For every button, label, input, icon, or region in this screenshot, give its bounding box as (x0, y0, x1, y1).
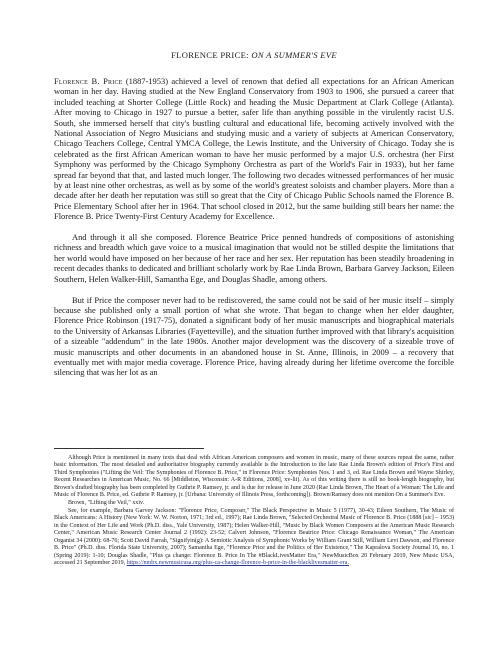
footnote-1: Although Price is mentioned in many texts that deal with African American composers and women in music, many of these sources repeat the same, rather basic information. The most detailed and authoritative biography currently available is the Introduction to the late Rae Linda Brown's edition of Price's First and Third Symphonies ("Lifting the Veil: The Symphonies of Florence B. Price," in Florence Price: Symphonies Nos. 1 and 3, ed. Rae Linda Brown and Wayne Shirley, Recent Researches in American Music, No. 66 [Middleton, Wisconsin: A-R Editions, 2008], xv-lii). As of this writing there is still no book-length biography, but Brown's drafted biography has been completed by Guthrie P. Ramsey, jr. and is due for release in June 2020 (Rae Linda Brown, The Heart of a Woman: The Life and Music of Florence B. Price, ed. Guthrie P. Ramsey, jr. [Urbana: University of Illinois Press, forthcoming]). Brown/Ramsey does not mention On a Summer's Eve. (54, 454, 454, 499)
footnote-3 (54, 508, 454, 568)
paragraph-3: But if Price the composer never had to be rediscovered, the same could not be said of her music itself – simply because she published only a small portion of what she wrote. That began to change when her elder daughter, Florence Price Robinson (1917-75), donated a significant body of her music manuscripts and biographical materials to the University of Arkansas Libraries (Fayetteville), and the situation further improved with that library's acquisition of a sizeable "addendum" in the late 1980s. Another major development was the discovery of a sizeable trove of music manuscripts and other documents in an abandoned house in St. Anne, Illinois, in 2009 – a recovery that eventually met with major media coverage. Florence Price, having already during her lifetime overcome the forcible silencing that was her lot as an (54, 294, 454, 378)
paragraph-2: And through it all she composed. Florence Beatrice Price penned hundreds of compositions of astonishing richness and breadth which gave voice to a musical imagination that would not be stilled despite the limitations that her world would have imposed on her because of her race and her sex. Her reputation has been steadily broadening in recent decades thanks to dedicated and brilliant scholarly work by Rae Linda Brown, Barbara Garvey Jackson, Eileen Southern, Helen Walker-Hill, Samantha Ege, and Douglas Shadle, among others. (54, 232, 454, 284)
footnote-3-link[interactable]: https://nmbx.newmusicusa.org/plus-ca-change-florence-b-price-in-the-blacklivesmatter-era. (126, 560, 349, 567)
paragraph-1-lead: Florence B. Price (54, 76, 123, 86)
footnote-3-text: See, for example, Barbara Garvey Jackson: "Florence Price, Composer," The Black Perspective in Music 5 (1977), 30-43; Eileen Southern, The Music of Black Americans: A History (New York: W. W. Norton, 1971; 3rd ed., 1997); Rae Linda Brown, "Selected Orchestral Music of Florence B. Price (1888 [sic] – 1953) in the Context of Her Life and Work (Ph.D. diss., Yale University, 1987); Helen Walker-Hill, "Music by Black Women Composers at the American Music Research Center," American Music Research Center Journal 2 (1992): 23-52; Calvert Johnson, "Florence Beatrice Price: Chicago Renaissance Woman," The American Organist 34 (2000): 68-76; Scott David Farrah, "Signifyin(g): A Semiotic Analysis of Symphonic Works by William Grant Still, William Levi Dawson, and Florence B. Price" (Ph.D. diss. Florida State University, 2007); Samantha Ege, "Florence Price and the Politics of Her Existence," The Kapralova Society Journal 16, no. 1 (Spring 2019): 1-10; Douglas Shadle, "Plus ça change: Florence B. Price In The #BlackLivesMatter Era," NewMusicBox 20 February 2019, New Music USA, accessed 21 September 2019, (54, 507, 454, 567)
title-prefix: FLORENCE PRICE: (171, 50, 249, 60)
page-title (54, 50, 454, 60)
title-italic: ON A SUMMER'S EVE (251, 50, 337, 60)
paragraph-1 (54, 76, 454, 222)
paragraph-1-text: (1887-1953) achieved a level of renown that defied all expectations for an African American woman in her day. Having studied at the New England Conservatory from 1903 to 1906, she pursued a career that included teaching at Shorter College (Little Rock) and heading the Music Department at Clark College (Atlanta). After moving to Chicago in 1927 to pursue a better, safer life than anything possible in the virulently racist U.S. South, she immersed herself that city's bustling cultural and educational life, becoming actively involved with the National Association of Negro Musicians and studying music and a variety of subjects at American Conservatory, Chicago Teachers College, Central YMCA College, the Lewis Institute, and the University of Chicago. Today she is celebrated as the first African American woman to have her music performed by a major U.S. orchestra (her First Symphony was performed by the Chicago Symphony Orchestra as part of the World's Fair in 1933), but her fame spread far beyond that that, and lasted much longer. The following two decades witnessed performances of her music by at least nine other orchestras, as well as by some of the world's greatest soloists and chamber players. More than a decade after her death her reputation was still so great that the City of Chicago Public Schools named the Florence B. Price Elementary School after her in 1964. That school closed in 2012, but the same building still bears her name: the Florence B. Price Twenty-First Century Academy for Excellence. (54, 76, 454, 222)
footnote-2: Brown, "Lifting the Veil," xxiv. (68, 500, 145, 507)
footnote-rule (54, 448, 204, 449)
